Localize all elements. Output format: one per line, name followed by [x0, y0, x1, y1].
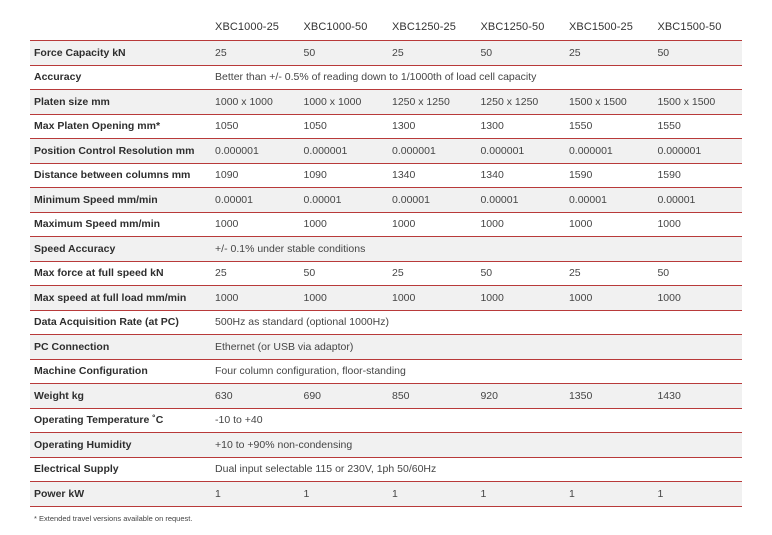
- value-cell: 0.000001: [653, 139, 742, 164]
- value-cell: 1500 x 1500: [565, 90, 653, 115]
- spanning-value-cell: Dual input selectable 115 or 230V, 1ph 50/60Hz: [211, 457, 742, 482]
- value-cell: 1: [476, 482, 564, 507]
- value-cell: 920: [476, 384, 564, 409]
- row-label: Speed Accuracy: [30, 237, 211, 262]
- value-cell: 0.000001: [211, 139, 299, 164]
- row-label: Distance between columns mm: [30, 163, 211, 188]
- table-row: [30, 188, 742, 213]
- header-row: [30, 14, 742, 41]
- value-cell: 1000: [476, 212, 564, 237]
- table-row: [30, 139, 742, 164]
- value-cell: 50: [476, 41, 564, 66]
- value-cell: 1090: [300, 163, 388, 188]
- header-blank-cell: [30, 14, 211, 41]
- value-cell: 1500 x 1500: [653, 90, 742, 115]
- spanning-value-cell: Four column configuration, floor-standing: [211, 359, 742, 384]
- row-label: Weight kg: [30, 384, 211, 409]
- value-cell: 0.000001: [476, 139, 564, 164]
- table-row: [30, 212, 742, 237]
- value-cell: 1: [300, 482, 388, 507]
- value-cell: 1300: [476, 114, 564, 139]
- column-header: XBC1250-50: [476, 14, 564, 41]
- spanning-value-cell: +10 to +90% non-condensing: [211, 433, 742, 458]
- row-label: Operating Humidity: [30, 433, 211, 458]
- value-cell: 1590: [565, 163, 653, 188]
- value-cell: 1090: [211, 163, 299, 188]
- value-cell: 0.000001: [565, 139, 653, 164]
- value-cell: 1000: [211, 212, 299, 237]
- value-cell: 1250 x 1250: [476, 90, 564, 115]
- value-cell: 0.000001: [388, 139, 476, 164]
- value-cell: 0.00001: [476, 188, 564, 213]
- value-cell: 25: [388, 41, 476, 66]
- value-cell: 0.00001: [300, 188, 388, 213]
- value-cell: 1590: [653, 163, 742, 188]
- table-row: [30, 457, 742, 482]
- spanning-value-cell: -10 to +40: [211, 408, 742, 433]
- column-header: XBC1500-50: [653, 14, 742, 41]
- table-row: [30, 41, 742, 66]
- value-cell: 1250 x 1250: [388, 90, 476, 115]
- table-row: [30, 310, 742, 335]
- column-header: XBC1000-50: [300, 14, 388, 41]
- value-cell: 1340: [388, 163, 476, 188]
- row-label: PC Connection: [30, 335, 211, 360]
- value-cell: 1000 x 1000: [211, 90, 299, 115]
- row-label: Minimum Speed mm/min: [30, 188, 211, 213]
- value-cell: 1000: [300, 286, 388, 311]
- footnote: * Extended travel versions available on request.: [34, 514, 193, 523]
- value-cell: 0.00001: [653, 188, 742, 213]
- table-row: [30, 163, 742, 188]
- value-cell: 50: [476, 261, 564, 286]
- value-cell: 1300: [388, 114, 476, 139]
- row-label: Accuracy: [30, 65, 211, 90]
- value-cell: 0.00001: [565, 188, 653, 213]
- row-label: Max force at full speed kN: [30, 261, 211, 286]
- table-row: [30, 114, 742, 139]
- table-row: [30, 433, 742, 458]
- spec-table: [30, 14, 742, 507]
- column-header: XBC1250-25: [388, 14, 476, 41]
- value-cell: 1340: [476, 163, 564, 188]
- row-label: Position Control Resolution mm: [30, 139, 211, 164]
- value-cell: 1050: [300, 114, 388, 139]
- value-cell: 1550: [653, 114, 742, 139]
- table-row: [30, 335, 742, 360]
- value-cell: 1: [565, 482, 653, 507]
- value-cell: 1550: [565, 114, 653, 139]
- column-header: XBC1000-25: [211, 14, 299, 41]
- value-cell: 690: [300, 384, 388, 409]
- spec-table-container: [30, 14, 742, 507]
- value-cell: 850: [388, 384, 476, 409]
- value-cell: 1000: [565, 286, 653, 311]
- row-label: Power kW: [30, 482, 211, 507]
- table-row: [30, 90, 742, 115]
- value-cell: 25: [211, 261, 299, 286]
- value-cell: 0.00001: [388, 188, 476, 213]
- value-cell: 1000: [476, 286, 564, 311]
- value-cell: 1000 x 1000: [300, 90, 388, 115]
- table-row: [30, 237, 742, 262]
- value-cell: 1000: [388, 286, 476, 311]
- table-row: [30, 384, 742, 409]
- table-row: [30, 482, 742, 507]
- row-label: Operating Temperature ˚C: [30, 408, 211, 433]
- column-header: XBC1500-25: [565, 14, 653, 41]
- value-cell: 50: [300, 261, 388, 286]
- value-cell: 1: [388, 482, 476, 507]
- value-cell: 1: [653, 482, 742, 507]
- row-label: Electrical Supply: [30, 457, 211, 482]
- value-cell: 1000: [300, 212, 388, 237]
- row-label: Data Acquisition Rate (at PC): [30, 310, 211, 335]
- value-cell: 0.00001: [211, 188, 299, 213]
- row-label: Max Platen Opening mm*: [30, 114, 211, 139]
- value-cell: 1000: [653, 286, 742, 311]
- row-label: Maximum Speed mm/min: [30, 212, 211, 237]
- spec-table-body: [30, 41, 742, 507]
- row-label: Machine Configuration: [30, 359, 211, 384]
- table-row: [30, 65, 742, 90]
- value-cell: 25: [565, 41, 653, 66]
- value-cell: 50: [300, 41, 388, 66]
- value-cell: 25: [211, 41, 299, 66]
- row-label: Platen size mm: [30, 90, 211, 115]
- value-cell: 1000: [211, 286, 299, 311]
- value-cell: 1430: [653, 384, 742, 409]
- table-row: [30, 359, 742, 384]
- row-label: Force Capacity kN: [30, 41, 211, 66]
- value-cell: 1000: [653, 212, 742, 237]
- value-cell: 25: [565, 261, 653, 286]
- value-cell: 1000: [565, 212, 653, 237]
- spanning-value-cell: Better than +/- 0.5% of reading down to 1/1000th of load cell capacity: [211, 65, 742, 90]
- value-cell: 1000: [388, 212, 476, 237]
- value-cell: 1050: [211, 114, 299, 139]
- table-row: [30, 408, 742, 433]
- spanning-value-cell: +/- 0.1% under stable conditions: [211, 237, 742, 262]
- table-row: [30, 286, 742, 311]
- value-cell: 0.000001: [300, 139, 388, 164]
- value-cell: 630: [211, 384, 299, 409]
- table-row: [30, 261, 742, 286]
- value-cell: 25: [388, 261, 476, 286]
- value-cell: 50: [653, 41, 742, 66]
- spanning-value-cell: 500Hz as standard (optional 1000Hz): [211, 310, 742, 335]
- value-cell: 1350: [565, 384, 653, 409]
- spanning-value-cell: Ethernet (or USB via adaptor): [211, 335, 742, 360]
- value-cell: 50: [653, 261, 742, 286]
- value-cell: 1: [211, 482, 299, 507]
- row-label: Max speed at full load mm/min: [30, 286, 211, 311]
